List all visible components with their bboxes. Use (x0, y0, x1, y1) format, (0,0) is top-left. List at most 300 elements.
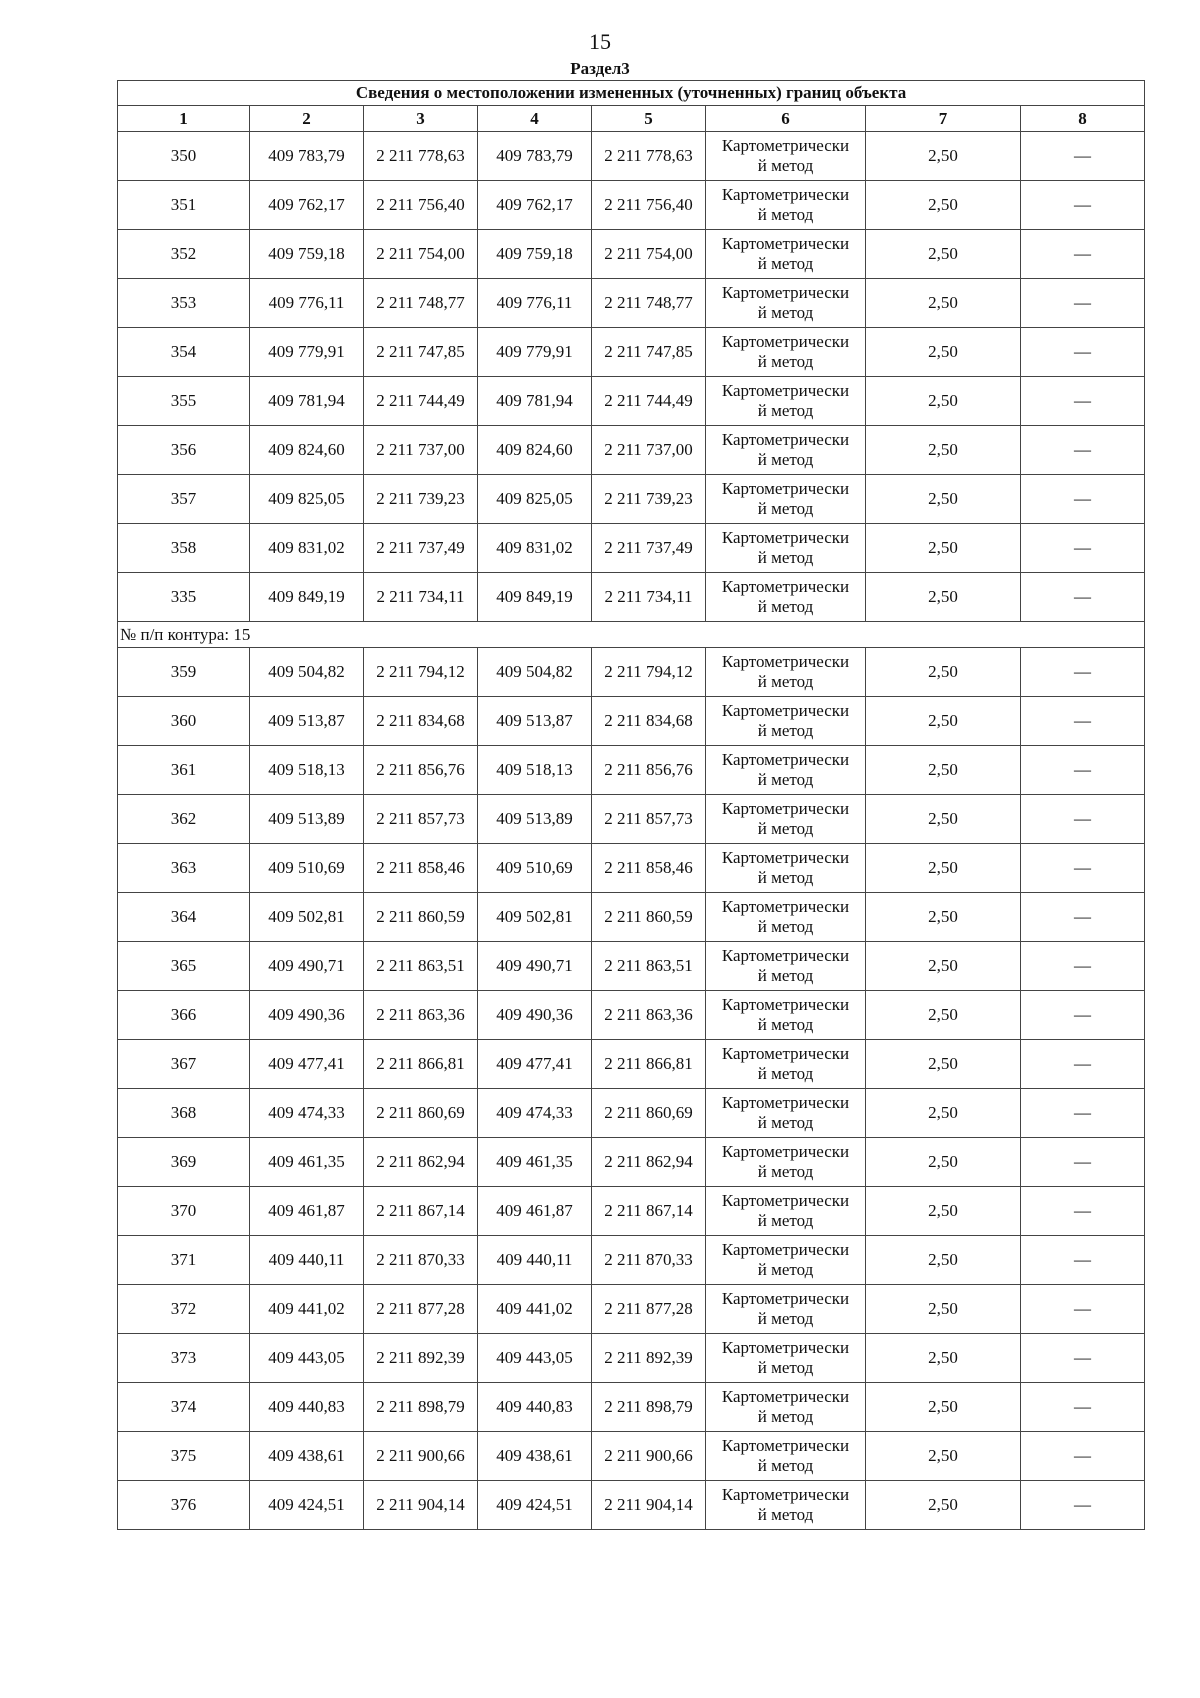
y-new: 2 211 877,28 (592, 1285, 706, 1334)
table-row (118, 1040, 1145, 1089)
point-description: — (1021, 279, 1145, 328)
method (706, 1285, 866, 1334)
accuracy: 2,50 (866, 942, 1021, 991)
x-existing: 409 779,91 (250, 328, 364, 377)
x-existing: 409 510,69 (250, 844, 364, 893)
table-body (118, 81, 1145, 1530)
point-description: — (1021, 426, 1145, 475)
method (706, 475, 866, 524)
y-existing: 2 211 858,46 (364, 844, 478, 893)
y-existing: 2 211 748,77 (364, 279, 478, 328)
point-number: 371 (118, 1236, 250, 1285)
point-description: — (1021, 181, 1145, 230)
x-new: 409 440,11 (478, 1236, 592, 1285)
point-number: 352 (118, 230, 250, 279)
point-number: 355 (118, 377, 250, 426)
accuracy: 2,50 (866, 1285, 1021, 1334)
method-line: й метод (757, 1505, 814, 1524)
method-line: й метод (757, 721, 814, 740)
point-number: 373 (118, 1334, 250, 1383)
x-existing: 409 849,19 (250, 573, 364, 622)
x-existing: 409 776,11 (250, 279, 364, 328)
method-line: й метод (757, 352, 814, 371)
table-row (118, 942, 1145, 991)
method-line: й метод (757, 1358, 814, 1377)
boundary-coordinates-table (117, 80, 1145, 1530)
accuracy: 2,50 (866, 279, 1021, 328)
point-number: 353 (118, 279, 250, 328)
method (706, 1040, 866, 1089)
x-existing: 409 443,05 (250, 1334, 364, 1383)
x-new: 409 502,81 (478, 893, 592, 942)
column-header: 5 (592, 106, 706, 132)
x-new: 409 513,87 (478, 697, 592, 746)
accuracy: 2,50 (866, 426, 1021, 475)
x-new: 409 461,87 (478, 1187, 592, 1236)
y-new: 2 211 904,14 (592, 1481, 706, 1530)
accuracy: 2,50 (866, 1236, 1021, 1285)
point-description: — (1021, 648, 1145, 697)
y-existing: 2 211 747,85 (364, 328, 478, 377)
method-line: й метод (757, 1456, 814, 1475)
accuracy: 2,50 (866, 648, 1021, 697)
point-number: 335 (118, 573, 250, 622)
method-line: й метод (757, 1162, 814, 1181)
x-existing: 409 440,83 (250, 1383, 364, 1432)
point-description: — (1021, 844, 1145, 893)
x-existing: 409 513,89 (250, 795, 364, 844)
method (706, 328, 866, 377)
y-existing: 2 211 794,12 (364, 648, 478, 697)
y-new: 2 211 862,94 (592, 1138, 706, 1187)
accuracy: 2,50 (866, 795, 1021, 844)
y-existing: 2 211 900,66 (364, 1432, 478, 1481)
table-row (118, 1236, 1145, 1285)
accuracy: 2,50 (866, 328, 1021, 377)
method-line: Картометрически (721, 1289, 850, 1308)
x-existing: 409 477,41 (250, 1040, 364, 1089)
table-row (118, 746, 1145, 795)
method-line: Картометрически (721, 1044, 850, 1063)
point-description: — (1021, 795, 1145, 844)
x-existing: 409 438,61 (250, 1432, 364, 1481)
x-new: 409 824,60 (478, 426, 592, 475)
y-new: 2 211 754,00 (592, 230, 706, 279)
point-number: 376 (118, 1481, 250, 1530)
y-existing: 2 211 863,36 (364, 991, 478, 1040)
point-number: 351 (118, 181, 250, 230)
method-line: й метод (757, 917, 814, 936)
point-description: — (1021, 942, 1145, 991)
point-description: — (1021, 1481, 1145, 1530)
method-line: й метод (757, 254, 814, 273)
accuracy: 2,50 (866, 697, 1021, 746)
point-description: — (1021, 1089, 1145, 1138)
y-new: 2 211 863,36 (592, 991, 706, 1040)
x-new: 409 776,11 (478, 279, 592, 328)
point-description: — (1021, 1187, 1145, 1236)
y-new: 2 211 748,77 (592, 279, 706, 328)
accuracy: 2,50 (866, 377, 1021, 426)
table-caption-row (118, 81, 1145, 106)
x-existing: 409 424,51 (250, 1481, 364, 1530)
y-new: 2 211 856,76 (592, 746, 706, 795)
point-number: 364 (118, 893, 250, 942)
point-number: 367 (118, 1040, 250, 1089)
method-line: Картометрически (721, 799, 850, 818)
method-line: й метод (757, 156, 814, 175)
table-row (118, 328, 1145, 377)
point-number: 360 (118, 697, 250, 746)
x-existing: 409 474,33 (250, 1089, 364, 1138)
method-line: Картометрически (721, 1142, 850, 1161)
method-line: й метод (757, 868, 814, 887)
method (706, 795, 866, 844)
column-header: 7 (866, 106, 1021, 132)
table-row (118, 1383, 1145, 1432)
point-number: 370 (118, 1187, 250, 1236)
contour-label: № п/п контура: 15 (118, 622, 1145, 648)
accuracy: 2,50 (866, 524, 1021, 573)
y-new: 2 211 857,73 (592, 795, 706, 844)
accuracy: 2,50 (866, 1089, 1021, 1138)
x-new: 409 443,05 (478, 1334, 592, 1383)
method-line: Картометрически (721, 185, 850, 204)
method (706, 1236, 866, 1285)
y-existing: 2 211 754,00 (364, 230, 478, 279)
point-number: 350 (118, 132, 250, 181)
page-number: 15 (589, 29, 611, 54)
point-description: — (1021, 1236, 1145, 1285)
accuracy: 2,50 (866, 181, 1021, 230)
x-new: 409 513,89 (478, 795, 592, 844)
method (706, 1481, 866, 1530)
x-new: 409 831,02 (478, 524, 592, 573)
table-row (118, 230, 1145, 279)
method-line: Картометрически (721, 1191, 850, 1210)
method (706, 1432, 866, 1481)
x-existing: 409 490,71 (250, 942, 364, 991)
y-existing: 2 211 737,49 (364, 524, 478, 573)
method-line: й метод (757, 1113, 814, 1132)
table-row (118, 991, 1145, 1040)
method (706, 377, 866, 426)
x-new: 409 438,61 (478, 1432, 592, 1481)
method-line: Картометрически (721, 946, 850, 965)
point-number: 372 (118, 1285, 250, 1334)
method (706, 697, 866, 746)
point-number: 375 (118, 1432, 250, 1481)
y-new: 2 211 870,33 (592, 1236, 706, 1285)
method-line: й метод (757, 1309, 814, 1328)
column-header: 1 (118, 106, 250, 132)
point-number: 362 (118, 795, 250, 844)
method-line: й метод (757, 597, 814, 616)
x-new: 409 474,33 (478, 1089, 592, 1138)
table-caption: Сведения о местоположении измененных (уточненных) границ объекта (118, 81, 1145, 106)
point-number: 354 (118, 328, 250, 377)
method (706, 746, 866, 795)
method (706, 893, 866, 942)
x-new: 409 759,18 (478, 230, 592, 279)
accuracy: 2,50 (866, 132, 1021, 181)
point-number: 363 (118, 844, 250, 893)
method-line: Картометрически (721, 332, 850, 351)
table-row (118, 893, 1145, 942)
y-new: 2 211 737,00 (592, 426, 706, 475)
y-new: 2 211 858,46 (592, 844, 706, 893)
table-row (118, 1334, 1145, 1383)
x-existing: 409 461,87 (250, 1187, 364, 1236)
x-existing: 409 762,17 (250, 181, 364, 230)
table-row (118, 1138, 1145, 1187)
accuracy: 2,50 (866, 573, 1021, 622)
y-existing: 2 211 860,69 (364, 1089, 478, 1138)
table-row (118, 648, 1145, 697)
method-line: й метод (757, 1015, 814, 1034)
y-existing: 2 211 904,14 (364, 1481, 478, 1530)
point-description: — (1021, 1285, 1145, 1334)
accuracy: 2,50 (866, 1481, 1021, 1530)
point-description: — (1021, 1383, 1145, 1432)
x-existing: 409 518,13 (250, 746, 364, 795)
method-line: Картометрически (721, 848, 850, 867)
table-row (118, 573, 1145, 622)
method-line: Картометрически (721, 283, 850, 302)
accuracy: 2,50 (866, 1187, 1021, 1236)
table-row (118, 1481, 1145, 1530)
y-existing: 2 211 867,14 (364, 1187, 478, 1236)
method-line: Картометрически (721, 995, 850, 1014)
table-row (118, 279, 1145, 328)
table-row (118, 426, 1145, 475)
method-line: Картометрически (721, 1093, 850, 1112)
point-number: 374 (118, 1383, 250, 1432)
accuracy: 2,50 (866, 1138, 1021, 1187)
point-description: — (1021, 697, 1145, 746)
table-row (118, 524, 1145, 573)
y-new: 2 211 860,59 (592, 893, 706, 942)
y-existing: 2 211 892,39 (364, 1334, 478, 1383)
point-description: — (1021, 746, 1145, 795)
method-line: й метод (757, 548, 814, 567)
y-new: 2 211 778,63 (592, 132, 706, 181)
method-line: Картометрически (721, 1240, 850, 1259)
method-line: й метод (757, 205, 814, 224)
y-new: 2 211 867,14 (592, 1187, 706, 1236)
y-existing: 2 211 866,81 (364, 1040, 478, 1089)
method (706, 1383, 866, 1432)
column-number-row (118, 106, 1145, 132)
method-line: й метод (757, 770, 814, 789)
y-new: 2 211 756,40 (592, 181, 706, 230)
x-new: 409 518,13 (478, 746, 592, 795)
section-title: Раздел3 (570, 59, 630, 78)
column-header: 6 (706, 106, 866, 132)
point-number: 366 (118, 991, 250, 1040)
x-existing: 409 490,36 (250, 991, 364, 1040)
accuracy: 2,50 (866, 1383, 1021, 1432)
method (706, 1187, 866, 1236)
point-description: — (1021, 893, 1145, 942)
y-new: 2 211 892,39 (592, 1334, 706, 1383)
x-existing: 409 441,02 (250, 1285, 364, 1334)
method-line: Картометрически (721, 430, 850, 449)
y-existing: 2 211 898,79 (364, 1383, 478, 1432)
x-existing: 409 759,18 (250, 230, 364, 279)
y-existing: 2 211 863,51 (364, 942, 478, 991)
method-line: й метод (757, 1260, 814, 1279)
x-new: 409 781,94 (478, 377, 592, 426)
method-line: Картометрически (721, 1485, 850, 1504)
accuracy: 2,50 (866, 893, 1021, 942)
method (706, 230, 866, 279)
accuracy: 2,50 (866, 1040, 1021, 1089)
accuracy: 2,50 (866, 230, 1021, 279)
method-line: й метод (757, 966, 814, 985)
table-row (118, 1089, 1145, 1138)
y-new: 2 211 900,66 (592, 1432, 706, 1481)
method (706, 524, 866, 573)
x-existing: 409 513,87 (250, 697, 364, 746)
method-line: Картометрически (721, 136, 850, 155)
method-line: й метод (757, 303, 814, 322)
method (706, 1089, 866, 1138)
y-existing: 2 211 860,59 (364, 893, 478, 942)
y-existing: 2 211 877,28 (364, 1285, 478, 1334)
method (706, 1334, 866, 1383)
x-new: 409 477,41 (478, 1040, 592, 1089)
method-line: Картометрически (721, 381, 850, 400)
x-new: 409 504,82 (478, 648, 592, 697)
table-row (118, 844, 1145, 893)
table-row (118, 132, 1145, 181)
accuracy: 2,50 (866, 844, 1021, 893)
point-description: — (1021, 1040, 1145, 1089)
x-new: 409 510,69 (478, 844, 592, 893)
table-row (118, 1187, 1145, 1236)
method (706, 132, 866, 181)
y-existing: 2 211 870,33 (364, 1236, 478, 1285)
method (706, 991, 866, 1040)
x-existing: 409 461,35 (250, 1138, 364, 1187)
table-row (118, 1432, 1145, 1481)
x-new: 409 441,02 (478, 1285, 592, 1334)
y-new: 2 211 794,12 (592, 648, 706, 697)
method-line: й метод (757, 672, 814, 691)
y-new: 2 211 739,23 (592, 475, 706, 524)
point-description: — (1021, 991, 1145, 1040)
method-line: й метод (757, 499, 814, 518)
point-description: — (1021, 475, 1145, 524)
point-description: — (1021, 1334, 1145, 1383)
method-line: Картометрически (721, 577, 850, 596)
method-line: Картометрически (721, 750, 850, 769)
point-number: 358 (118, 524, 250, 573)
table-row (118, 475, 1145, 524)
x-new: 409 825,05 (478, 475, 592, 524)
point-number: 359 (118, 648, 250, 697)
method-line: Картометрически (721, 701, 850, 720)
y-new: 2 211 744,49 (592, 377, 706, 426)
y-new: 2 211 737,49 (592, 524, 706, 573)
point-number: 369 (118, 1138, 250, 1187)
method (706, 573, 866, 622)
y-new: 2 211 747,85 (592, 328, 706, 377)
method (706, 279, 866, 328)
y-existing: 2 211 737,00 (364, 426, 478, 475)
y-new: 2 211 860,69 (592, 1089, 706, 1138)
y-new: 2 211 866,81 (592, 1040, 706, 1089)
y-existing: 2 211 734,11 (364, 573, 478, 622)
x-new: 409 490,71 (478, 942, 592, 991)
column-header: 2 (250, 106, 364, 132)
method (706, 942, 866, 991)
y-existing: 2 211 739,23 (364, 475, 478, 524)
table-row (118, 795, 1145, 844)
accuracy: 2,50 (866, 1432, 1021, 1481)
point-number: 361 (118, 746, 250, 795)
accuracy: 2,50 (866, 475, 1021, 524)
x-existing: 409 781,94 (250, 377, 364, 426)
method-line: Картометрически (721, 1338, 850, 1357)
table-row (118, 377, 1145, 426)
method (706, 844, 866, 893)
column-header: 4 (478, 106, 592, 132)
y-existing: 2 211 862,94 (364, 1138, 478, 1187)
accuracy: 2,50 (866, 1334, 1021, 1383)
method (706, 1138, 866, 1187)
point-description: — (1021, 524, 1145, 573)
x-existing: 409 504,82 (250, 648, 364, 697)
x-existing: 409 783,79 (250, 132, 364, 181)
x-new: 409 783,79 (478, 132, 592, 181)
table-row (118, 1285, 1145, 1334)
method-line: Картометрически (721, 1436, 850, 1455)
y-existing: 2 211 857,73 (364, 795, 478, 844)
x-new: 409 424,51 (478, 1481, 592, 1530)
point-number: 356 (118, 426, 250, 475)
method (706, 648, 866, 697)
method-line: Картометрически (721, 528, 850, 547)
method-line: Картометрически (721, 479, 850, 498)
accuracy: 2,50 (866, 746, 1021, 795)
method-line: й метод (757, 1064, 814, 1083)
method-line: й метод (757, 401, 814, 420)
y-new: 2 211 834,68 (592, 697, 706, 746)
x-existing: 409 831,02 (250, 524, 364, 573)
y-new: 2 211 898,79 (592, 1383, 706, 1432)
point-description: — (1021, 132, 1145, 181)
y-existing: 2 211 856,76 (364, 746, 478, 795)
point-description: — (1021, 377, 1145, 426)
method-line: й метод (757, 450, 814, 469)
point-description: — (1021, 1138, 1145, 1187)
y-new: 2 211 734,11 (592, 573, 706, 622)
y-existing: 2 211 756,40 (364, 181, 478, 230)
x-existing: 409 502,81 (250, 893, 364, 942)
method-line: Картометрически (721, 897, 850, 916)
accuracy: 2,50 (866, 991, 1021, 1040)
method-line: Картометрически (721, 1387, 850, 1406)
y-existing: 2 211 744,49 (364, 377, 478, 426)
y-existing: 2 211 778,63 (364, 132, 478, 181)
point-number: 357 (118, 475, 250, 524)
x-new: 409 440,83 (478, 1383, 592, 1432)
method-line: Картометрически (721, 234, 850, 253)
x-new: 409 849,19 (478, 573, 592, 622)
point-number: 365 (118, 942, 250, 991)
